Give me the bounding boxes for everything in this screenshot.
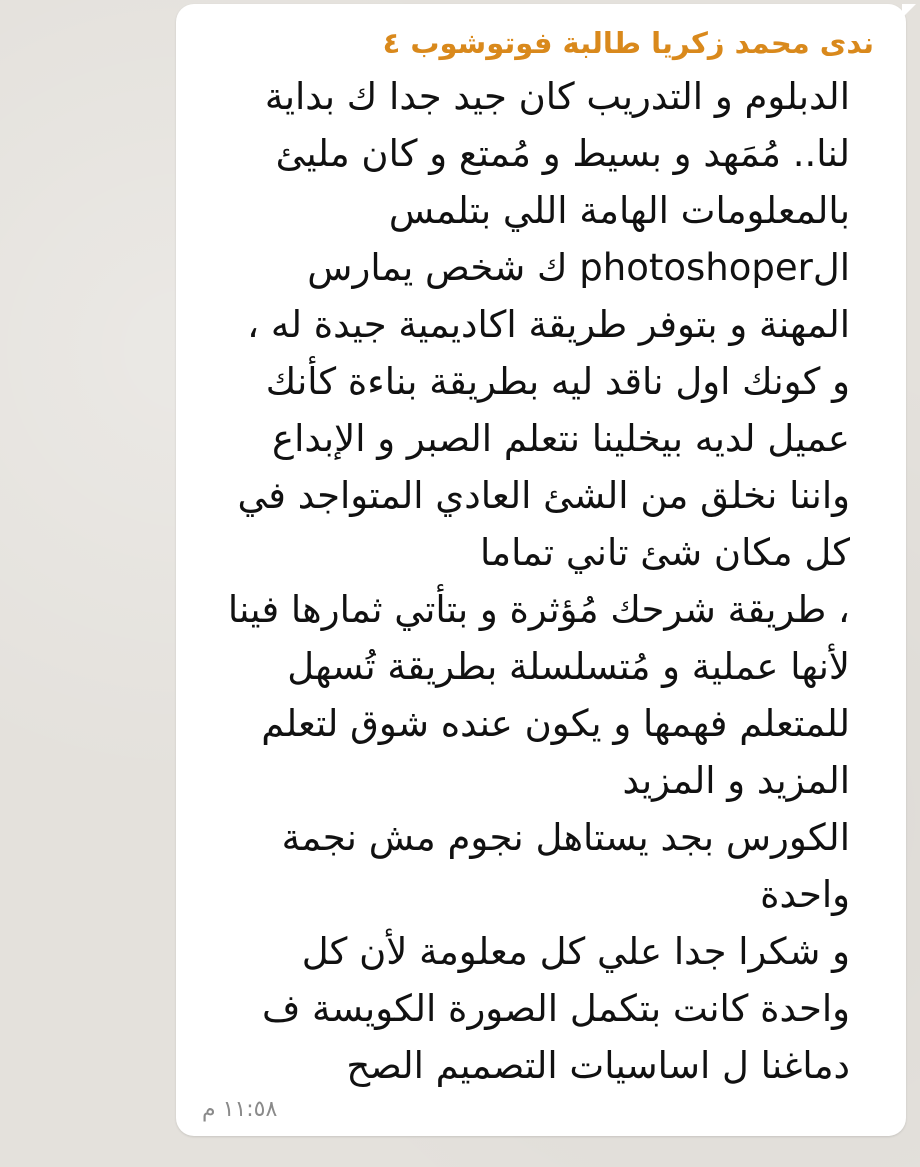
message-bubble[interactable] [176, 4, 906, 1136]
bubble-tail [902, 4, 916, 18]
message-timestamp: ١١:٥٨ م [202, 1097, 278, 1122]
sender-name: ندى محمد زكريا طالبة فوتوشوب ٤ [382, 26, 874, 60]
message-text: الدبلوم و التدريب كان جيد جدا ك بداية لنا.. مُمَهد و بسيط و مُمتع و كان مليئ بالمعلومات الهامة اللي بتلمس الphotoshoper ك شخص يمارس المهنة و بتوفر طريقة اكاديمية جيدة له ، و كونك اول ناقد ليه بطريقة بناءة كأنك عميل لديه بيخلينا نتعلم الصبر و الإبداع واننا نخلق من الشئ العادي المتواجد في كل مكان شئ تاني تماما ، طريقة شرحك مُؤثرة و بتأتي ثمارها فينا لأنها عملية و مُتسلسلة بطريقة تُسهل للمتعلم فهمها و يكون عنده شوق لتعلم المزيد و المزيد الكورس بجد يستاهل نجوم مش نجمة واحدة و شكرا جدا علي كل معلومة لأن كل واحدة كانت بتكمل الصورة الكويسة ف دماغنا ل اساسيات التصميم الصح [227, 75, 850, 1087]
